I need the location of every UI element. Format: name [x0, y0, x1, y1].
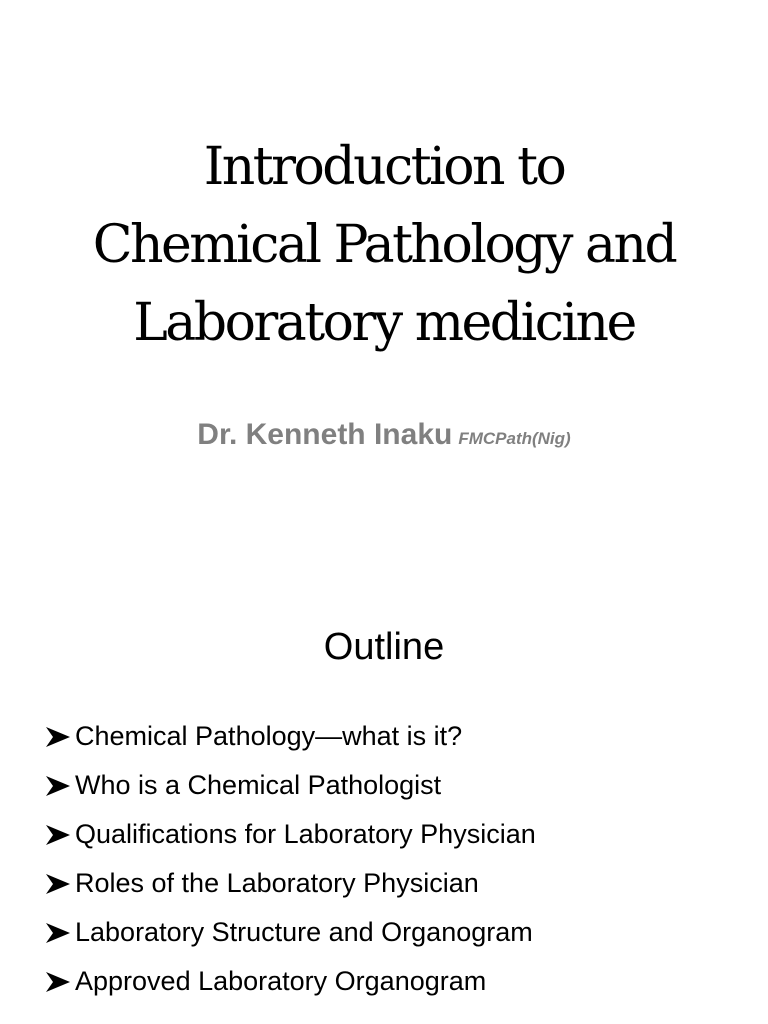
- list-item: [44, 957, 536, 1006]
- outline-heading: Outline: [323, 626, 445, 668]
- title-line: Chemical Pathology and: [92, 215, 676, 275]
- arrow-bullet-icon: [44, 969, 72, 995]
- arrow-bullet-icon: [44, 920, 72, 946]
- author-name: Dr. Kenneth Inaku: [197, 418, 453, 451]
- arrow-bullet-icon: [44, 724, 72, 750]
- author-credential: FMCPath(Nig): [458, 429, 571, 448]
- arrow-bullet-icon: [44, 773, 72, 799]
- title-line: Laboratory medicine: [133, 293, 635, 353]
- author-line: [0, 418, 768, 452]
- slide-title: [0, 128, 768, 362]
- outline-list: [44, 712, 536, 1006]
- outline-slide: [0, 560, 768, 1024]
- outline-item-text: Chemical Pathology—what is it?: [75, 721, 463, 751]
- outline-item-text: Who is a Chemical Pathologist: [75, 770, 442, 800]
- list-item: [44, 859, 536, 908]
- outline-item-text: Laboratory Structure and Organogram: [75, 917, 533, 947]
- outline-item-text: Approved Laboratory Organogram: [75, 966, 487, 996]
- title-line: Introduction to: [203, 137, 565, 197]
- list-item: [44, 908, 536, 957]
- outline-item-text: Roles of the Laboratory Physician: [75, 868, 479, 898]
- list-item: [44, 712, 536, 761]
- outline-item-text: Qualifications for Laboratory Physician: [75, 819, 536, 849]
- list-item: [44, 761, 536, 810]
- arrow-bullet-icon: [44, 871, 72, 897]
- arrow-bullet-icon: [44, 822, 72, 848]
- list-item: [44, 810, 536, 859]
